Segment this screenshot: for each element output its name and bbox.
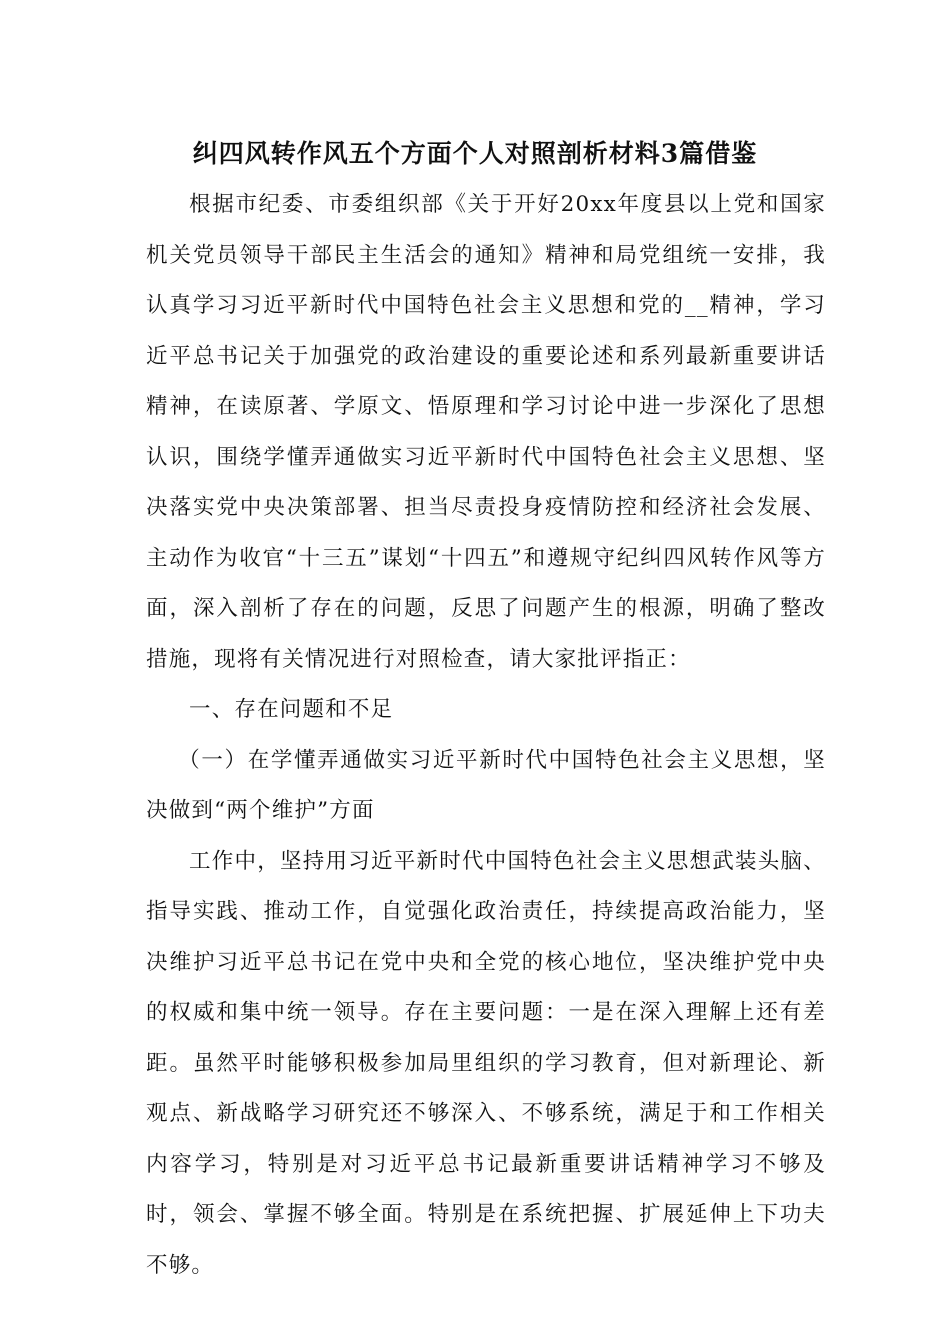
intro-paragraph: 根据市纪委、市委组织部《关于开好20xx年度县以上党和国家机关党员领导干部民主生活会的通知》精神和局党组统一安排，我认真学习习近平新时代中国特色社会主义思想和党的__精神，学习近平总书记关于加强党的政治建设的重要论述和系列最新重要讲话精神，在读原著、学原文、悟原理和学习讨论中进一步深化了思想认识，围绕学懂弄通做实习近平新时代中国特色社会主义思想、坚决落实党中央决策部署、担当尽责投身疫情防控和经济社会发展、主动作为收官“十三五”谋划“十四五”和遵规守纪纠四风转作风等方面，深入剖析了存在的问题，反思了问题产生的根源，明确了整改措施，现将有关情况进行对照检查，请大家批评指正：: [146, 192, 826, 672]
document-title: 纠四风转作风五个方面个人对照剖析材料3篇借鉴: [192, 139, 758, 168]
document-body: [146, 180, 826, 1291]
subsection-heading: （一）在学懂弄通做实习近平新时代中国特色社会主义思想，坚决做到“两个维护”方面: [146, 747, 826, 823]
section-heading: 一、存在问题和不足: [189, 697, 394, 722]
section-paragraph: 工作中，坚持用习近平新时代中国特色社会主义思想武装头脑、指导实践、推动工作，自觉强化政治责任，持续提高政治能力，坚决维护习近平总书记在党中央和全党的核心地位，坚决维护党中央的权威和集中统一领导。存在主要问题：一是在深入理解上还有差距。虽然平时能够积极参加局里组织的学习教育，但对新理论、新观点、新战略学习研究还不够深入、不够系统，满足于和工作相关内容学习，特别是对习近平总书记最新重要讲话精神学习不够及时，领会、掌握不够全面。特别是在系统把握、扩展延伸上下功夫不够。: [146, 848, 826, 1278]
